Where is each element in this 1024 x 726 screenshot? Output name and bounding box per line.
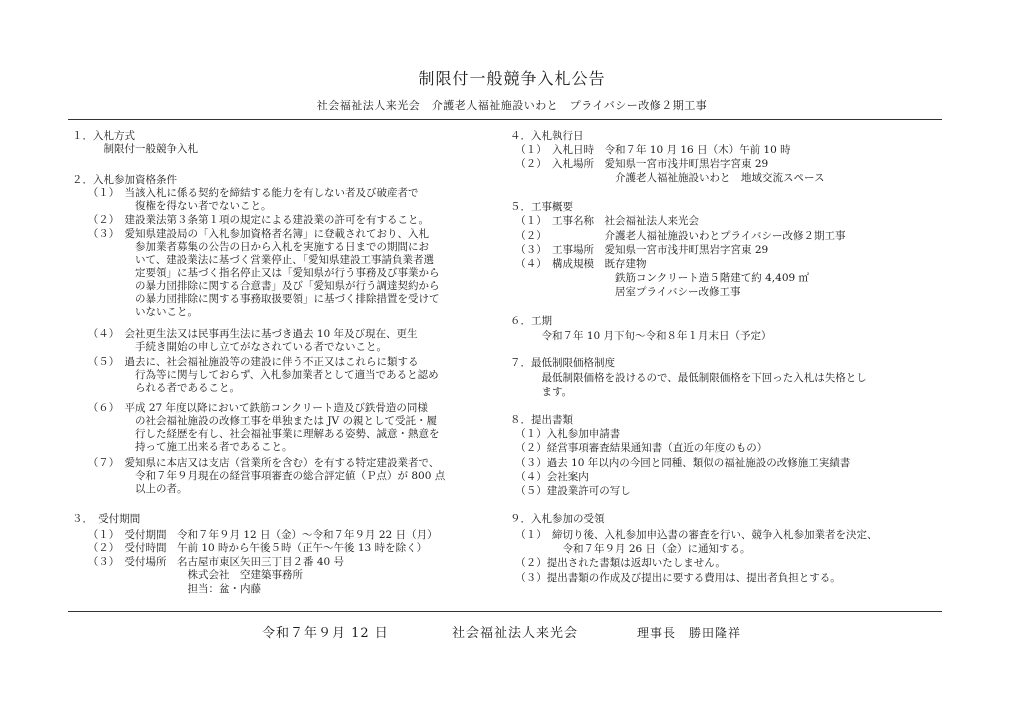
right-line: ６．工期 (510, 315, 552, 327)
notice-title: 制限付一般競争入札公告 (418, 69, 606, 88)
left-line: （６） 平成 27 年度以降において鉄筋コンクリート造及び鉄骨造の同様 (72, 402, 428, 414)
left-line: （５） 過去に、社会福祉施設等の建設に伴う不正又はこれらに類する (72, 356, 419, 368)
right-line: ４．入札執行日 (510, 130, 584, 142)
left-line: 定要領」に基づく指名停止又は「愛知県が行う事務及び事業から (72, 267, 440, 279)
right-line: ９．入札参加の受領 (510, 513, 605, 525)
left-line: 参加業者募集の公告の日から入札を実施する日までの期間にお (72, 241, 429, 253)
left-line: られる者であること。 (72, 382, 240, 394)
right-line: 令和７年９月 26 日（金）に通知する。 (510, 543, 751, 555)
left-line: （４） 会社更生法又は民事再生法に基づき過去 10 年及び現在、更生 (72, 328, 418, 340)
right-line: 鉄筋コンクリート造５階建て約 4,409 ㎡ (510, 272, 810, 284)
left-line: 制限付一般競争入札 (72, 143, 198, 155)
right-line: （２）提出された書類は返却いたしません。 (510, 557, 726, 569)
right-line: 居室プライバシー改修工事 (510, 286, 741, 298)
left-line: 手続き開始の申し立てがなされている者でないこと。 (72, 341, 387, 353)
left-line: ３． 受付期間 (72, 513, 141, 525)
left-line: いないこと。 (72, 306, 198, 318)
right-line: ８．提出書類 (510, 414, 573, 426)
left-line: （２） 受付時間 午前 10 時から午後５時（正午～午後 13 時を除く） (72, 542, 428, 554)
right-line: （３）過去 10 年以内の今回と同種、類似の福祉施設の改修施工実績書 (510, 457, 851, 469)
footer-organization: 社会福祉法人来光会 (452, 626, 579, 641)
left-line: 復権を得ない者でないこと。 (72, 200, 272, 212)
right-line: 令和７年 10 月下旬～令和８年１月末日（予定） (510, 330, 772, 342)
right-line: 介護老人福祉施設いわと 地域交流スペース (510, 172, 825, 184)
left-line: の暴力団排除に関する事務取扱要領」に基づく排除措置を受けて (72, 293, 440, 305)
right-line: （３） 工事場所 愛知県一宮市浅井町黒岩字宮東 29 (510, 244, 769, 256)
left-line: 行した経歴を有し、社会福祉事業に理解ある姿勢、誠意・熱意を (72, 428, 440, 440)
left-line: の社会福祉施設の改修工事を単独または JV の親として受託・履 (72, 415, 437, 427)
left-line: （１） 受付期間 令和７年９月 12 日（金）～令和７年９月 22 日（月） (72, 529, 438, 541)
left-line: （１） 当該入札に係る契約を締結する能力を有しない者及び破産者で (72, 187, 419, 199)
right-line: （２） 入札場所 愛知県一宮市浅井町黒岩字宮東 29 (510, 158, 769, 170)
bottom-divider (68, 611, 942, 612)
left-line: 以上の者。 (72, 483, 188, 495)
right-line: 最低制限価格を設けるので、最低制限価格を下回った入札は失格とし (510, 372, 867, 384)
left-line: １．入札方式 (72, 130, 135, 142)
right-line: （３）提出書類の作成及び提出に要する費用は、提出者負担とする。 (510, 572, 841, 584)
left-line: （７） 愛知県に本店又は支店（営業所を含む）を有する特定建設業者で、 (72, 457, 440, 469)
right-line: ます。 (510, 386, 573, 398)
right-line: （１） 入札日時 令和７年 10 月 16 日（木）午前 10 時 (510, 144, 791, 156)
left-line: （２） 建設業法第３条第１項の規定による建設業の許可を有すること。 (72, 214, 429, 226)
left-line: 令和７年９月現在の経営事項審査の総合評定値（Ｐ点）が 800 点 (72, 470, 446, 482)
right-line: （２） 介護老人福祉施設いわとプライバシー改修２期工事 (510, 230, 846, 242)
left-line: いて、建設業法に基づく営業停止、「愛知県建設工事請負業者選 (72, 254, 435, 266)
left-line: 担当：盆・内藤 (72, 583, 261, 595)
top-divider (68, 119, 942, 120)
right-line: （２）経営事項審査結果通知書（直近の年度のもの） (510, 442, 768, 454)
left-line: （３） 愛知県建設局の「入札参加資格者名簿」に登載されており、入札 (72, 228, 429, 240)
left-line: 持って施工出来る者であること。 (72, 441, 293, 453)
right-line: （５）建設業許可の写し (510, 485, 631, 497)
right-line: ５．工事概要 (510, 201, 573, 213)
right-line: ７．最低制限価格制度 (510, 357, 615, 369)
footer-date: 令和７年９月 12 日 (262, 626, 389, 641)
notice-subtitle: 社会福祉法人来光会 介護老人福祉施設いわと プライバシー改修２期工事 (316, 99, 708, 112)
right-line: （４）会社案内 (510, 471, 589, 483)
right-line: （４） 構成規模 既存建物 (510, 258, 647, 270)
right-line: （１） 工事名称 社会福祉法人来光会 (510, 215, 699, 227)
left-line: の暴力団排除に関する合意書」及び「愛知県が行う調達契約から (72, 280, 440, 292)
left-line: ２．入札参加資格条件 (72, 174, 177, 186)
left-line: 行為等に関与しておらず、入札参加業者として適当であると認め (72, 369, 439, 381)
footer-chairman: 理事長 勝田隆祥 (637, 626, 742, 640)
right-line: （１） 締切り後、入札参加申込書の審査を行い、競争入札参加業者を決定、 (510, 529, 878, 541)
right-line: （１）入札参加申請書 (510, 428, 621, 440)
left-line: （３） 受付場所 名古屋市東区矢田三丁目２番 40 号 (72, 556, 345, 568)
left-line: 株式会社 空建築事務所 (72, 569, 303, 581)
